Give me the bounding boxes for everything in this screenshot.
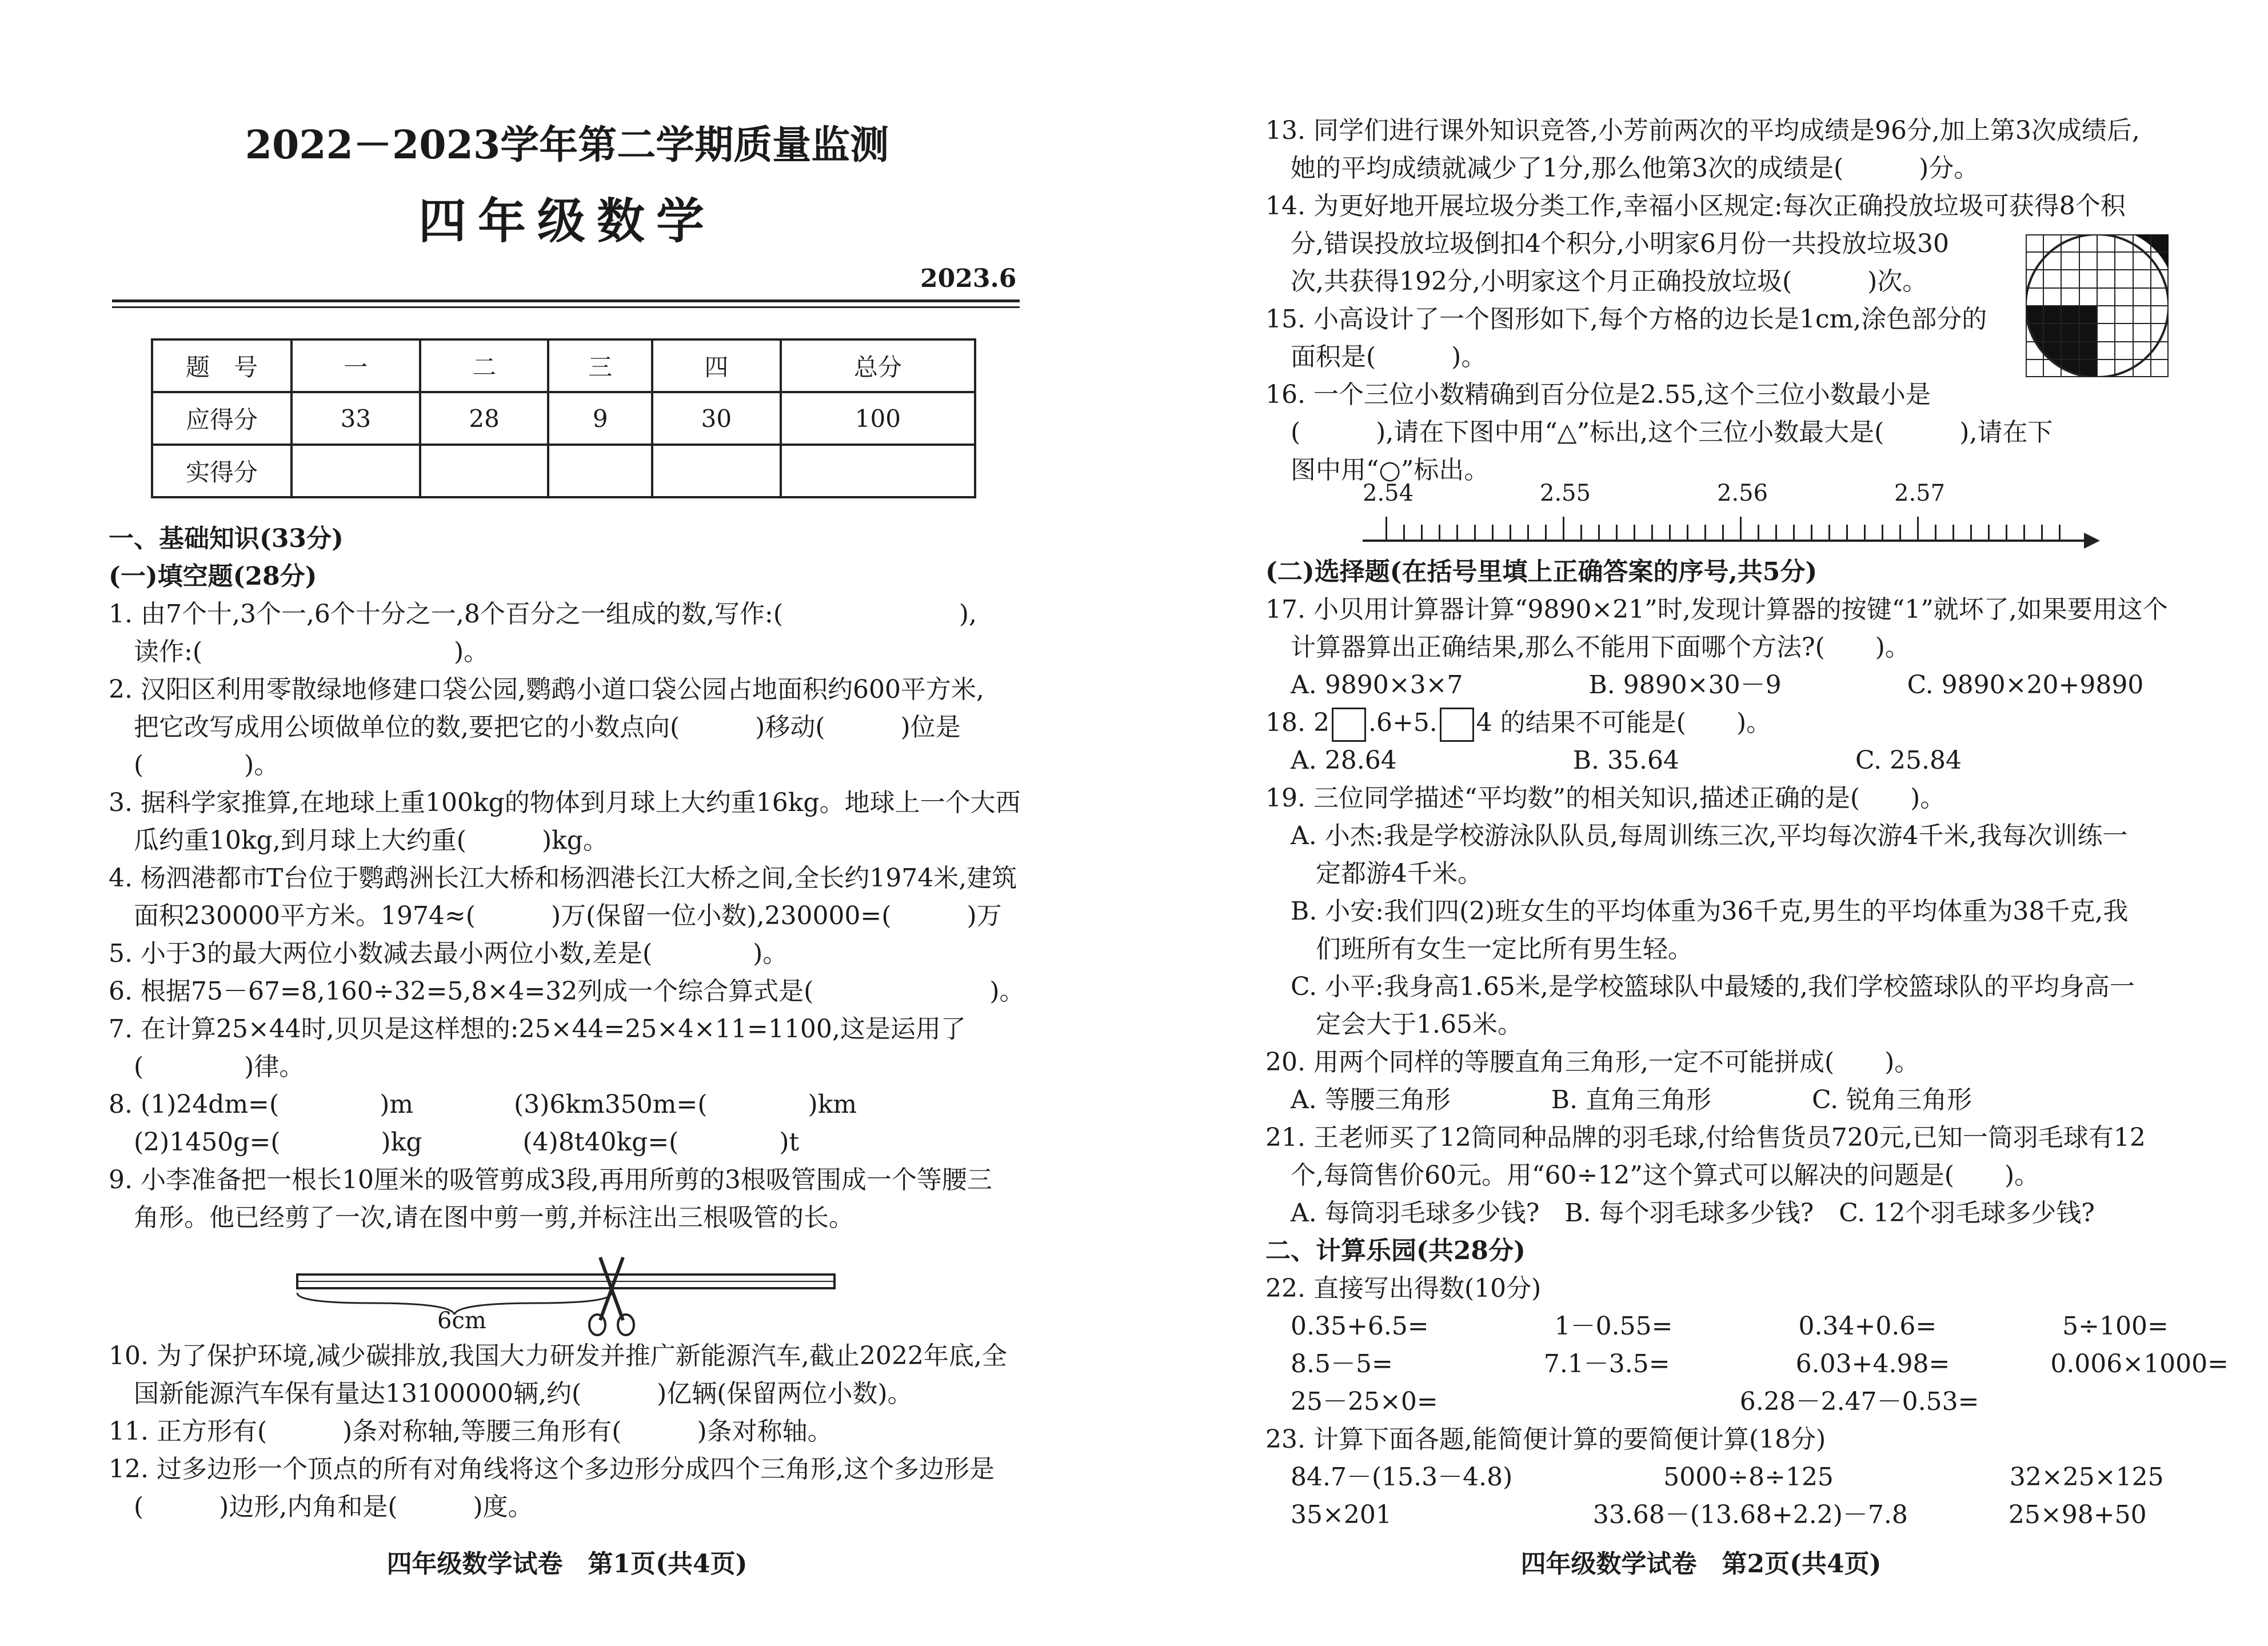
table-cell: 四 xyxy=(652,339,781,392)
subsection-heading: (一)填空题(28分) xyxy=(109,562,317,591)
question-line: 读作:( )。 xyxy=(109,637,489,666)
score-table-header-row xyxy=(152,339,975,392)
table-cell: 应得分 xyxy=(152,392,292,445)
number-line-tick xyxy=(1492,525,1494,541)
number-line-tick xyxy=(1793,525,1795,541)
table-cell xyxy=(292,445,420,497)
question-line: 4. 杨泗港都市T台位于鹦鹉洲长江大桥和杨泗港长江大桥之间,全长约1974米,建筑 xyxy=(109,864,1017,893)
number-line-tick xyxy=(1385,517,1387,541)
question-line: 计算器算出正确结果,那么不能用下面哪个方法?( )。 xyxy=(1265,633,1910,662)
question-line: 16. 一个三位小数精确到百分位是2.55,这个三位小数最小是 xyxy=(1265,380,1931,409)
blank-box[interactable] xyxy=(1440,708,1474,742)
question-line: A. 每筒羽毛球多少钱? B. 每个羽毛球多少钱? C. 12个羽毛球多少钱? xyxy=(1265,1198,2095,1228)
question-line: 35×201 33.68－(13.68+2.2)－7.8 25×98+50 xyxy=(1265,1500,2147,1529)
table-row xyxy=(152,445,975,497)
number-line-tick xyxy=(1403,525,1405,541)
question-line: B. 小安:我们四(2)班女生的平均体重为36千克,男生的平均体重为38千克,我 xyxy=(1265,897,2129,926)
number-line-axis xyxy=(1363,540,2089,542)
question-line: ( )边形,内角和是( )度。 xyxy=(109,1492,533,1521)
question-line: A. 9890×3×7 B. 9890×30－9 C. 9890×20+9890 xyxy=(1265,670,2144,700)
question-lines-19-23 xyxy=(1265,780,2229,1534)
number-line-tick xyxy=(1669,525,1671,541)
number-line-tick xyxy=(1704,525,1706,541)
number-line-tick xyxy=(1846,525,1848,541)
question-line: 7. 在计算25×44时,贝贝是这样想的:25×44=25×4×11=1100,这是运用了 xyxy=(109,1014,966,1044)
number-line-tick xyxy=(1811,525,1812,541)
question-line: 分,错误投放垃圾倒扣4个积分,小明家6月份一共投放垃圾30 xyxy=(1265,229,1949,258)
table-cell: 三 xyxy=(548,339,652,392)
number-line-tick xyxy=(1616,525,1618,541)
question-line: 21. 王老师买了12筒同种品牌的羽毛球,付给售货员720元,已知一筒羽毛球有12 xyxy=(1265,1123,2146,1152)
q18-suffix: 4 的结果不可能是( )。 xyxy=(1476,708,1772,737)
question-line: A. 28.64 B. 35.64 C. 25.84 xyxy=(1265,746,1962,775)
question-line: (2)1450g=( )kg (4)8t40kg=( )t xyxy=(109,1128,800,1157)
question-lines-17 xyxy=(1265,553,2168,780)
question-line: 次,共获得192分,小明家这个月正确投放垃圾( )次。 xyxy=(1265,267,1928,296)
question-line: 她的平均成绩就减少了1分,那么他第3次的成绩是( )分。 xyxy=(1265,154,1979,183)
question-line: 个,每筒售价60元。用“60÷12”这个算式可以解决的问题是( )。 xyxy=(1265,1161,2040,1190)
number-line-tick xyxy=(2006,525,2007,541)
question-line: 2. 汉阳区利用零散绿地修建口袋公园,鹦鹉小道口袋公园占地面积约600平方米, xyxy=(109,675,984,704)
blank-box[interactable] xyxy=(1332,708,1366,742)
question-line: 12. 过多边形一个顶点的所有对角线将这个多边形分成四个三角形,这个多边形是 xyxy=(109,1455,995,1484)
table-cell: 33 xyxy=(292,392,420,445)
exam-page-2 xyxy=(1134,0,2268,1646)
number-line-tick xyxy=(1758,525,1759,541)
question-line: 5. 小于3的最大两位小数减去最小两位小数,差是( )。 xyxy=(109,939,788,968)
number-line-tick xyxy=(1651,525,1653,541)
question-line: 15. 小高设计了一个图形如下,每个方格的边长是1cm,涂色部分的 xyxy=(1265,305,1987,334)
question-line: 19. 三位同学描述“平均数”的相关知识,描述正确的是( )。 xyxy=(1265,784,1946,813)
question-line: 面积230000平方米。1974≈( )万(保留一位小数),230000=( )万 xyxy=(109,901,1002,930)
table-cell: 二 xyxy=(420,339,549,392)
number-line-tick xyxy=(1864,525,1866,541)
question-line: 们班所有女生一定比所有男生轻。 xyxy=(1265,934,1693,964)
question-line: ( )律。 xyxy=(109,1052,305,1081)
grid-figure xyxy=(2026,234,2169,377)
question-line: 8. (1)24dm=( )m (3)6km350m=( )km xyxy=(109,1090,857,1119)
number-line-tick xyxy=(1598,525,1600,541)
table-cell: 一 xyxy=(292,339,420,392)
question-line: 0.35+6.5= 1－0.55= 0.34+0.6= 5÷100= xyxy=(1265,1312,2169,1341)
number-line-tick xyxy=(1456,525,1458,541)
question-line: 10. 为了保护环境,减少碳排放,我国大力研发并推广新能源汽车,截止2022年底,全 xyxy=(109,1341,1007,1371)
question-line: 图中用“○”标出。 xyxy=(1265,456,1490,485)
table-cell: 实得分 xyxy=(152,445,292,497)
number-line-tick xyxy=(1722,525,1724,541)
number-line-tick xyxy=(2041,525,2043,541)
number-line xyxy=(1363,480,2106,549)
number-line-tick xyxy=(1545,525,1547,541)
page-footer: 四年级数学试卷 第2页(共4页) xyxy=(1520,1549,1882,1579)
number-line-tick xyxy=(1952,525,1954,541)
question-line: 22. 直接写出得数(10分) xyxy=(1265,1274,1542,1303)
number-line-tick xyxy=(1510,525,1511,541)
section-heading: 一、基础知识(33分) xyxy=(109,524,344,553)
scissors-icon xyxy=(589,1257,634,1335)
number-line-tick xyxy=(1439,525,1440,541)
section-heading: 二、计算乐园(共28分) xyxy=(1265,1236,1526,1265)
exam-date: 2023.6 xyxy=(920,264,1017,293)
header-rule xyxy=(112,299,1020,302)
question-line: 3. 据科学家推算,在地球上重100kg的物体到月球上大约重16kg。地球上一个大西 xyxy=(109,788,1021,817)
question-lines-13-16 xyxy=(1265,112,2140,489)
question-line: 国新能源汽车保有量达13100000辆,约( )亿辆(保留两位小数)。 xyxy=(109,1379,913,1408)
number-line-tick xyxy=(1474,525,1476,541)
question-line: C. 小平:我身高1.65米,是学校篮球队中最矮的,我们学校篮球队的平均身高一 xyxy=(1265,972,2135,1001)
question-line: 9. 小李准备把一根长10厘米的吸管剪成3段,再用所剪的3根吸管围成一个等腰三 xyxy=(109,1165,992,1194)
question-line-18 xyxy=(1265,704,2168,742)
number-line-tick xyxy=(1917,517,1919,541)
q18-mid: .6+5. xyxy=(1368,708,1438,737)
number-line-tick xyxy=(1527,525,1529,541)
straw-length-label: 6cm xyxy=(437,1308,486,1334)
subsection-heading: (二)选择题(在括号里填上正确答案的序号,共5分) xyxy=(1265,557,1818,586)
question-line: 定都游4千米。 xyxy=(1265,859,1483,888)
question-line: A. 小杰:我是学校游泳队队员,每周训练三次,平均每次游4千米,我每次训练一 xyxy=(1265,821,2128,850)
number-line-label: 2.55 xyxy=(1540,480,1591,506)
table-cell xyxy=(548,445,652,497)
question-line: 20. 用两个同样的等腰直角三角形,一定不可能拼成( )。 xyxy=(1265,1048,1920,1077)
number-line-tick xyxy=(2023,525,2025,541)
question-line: 13. 同学们进行课外知识竞答,小芳前两次的平均成绩是96分,加上第3次成绩后, xyxy=(1265,116,2140,145)
table-cell xyxy=(420,445,549,497)
question-line: 把它改写成用公顷做单位的数,要把它的小数点向( )移动( )位是 xyxy=(109,713,961,742)
table-cell: 9 xyxy=(548,392,652,445)
number-line-tick xyxy=(1899,525,1901,541)
number-line-tick xyxy=(1988,525,1990,541)
table-cell: 总分 xyxy=(781,339,975,392)
score-table xyxy=(151,338,976,498)
arrow-right-icon xyxy=(2084,533,2100,549)
header-rule-thin xyxy=(112,306,1020,308)
question-line: 角形。他已经剪了一次,请在图中剪一剪,并标注出三根吸管的长。 xyxy=(109,1203,854,1232)
number-line-tick xyxy=(2059,525,2061,541)
number-line-tick xyxy=(1740,517,1742,541)
question-line: 23. 计算下面各题,能简便计算的要简便计算(18分) xyxy=(1265,1425,1826,1454)
number-line-tick xyxy=(1687,525,1688,541)
number-line-label: 2.54 xyxy=(1363,480,1414,506)
table-row xyxy=(152,392,975,445)
question-lines-1-9 xyxy=(109,596,1025,1237)
number-line-label: 2.57 xyxy=(1894,480,1946,506)
number-line-tick xyxy=(1970,525,1972,541)
question-line: 1. 由7个十,3个一,6个十分之一,8个百分之一组成的数,写作:( ), xyxy=(109,600,977,629)
number-line-tick xyxy=(1935,525,1936,541)
straw-figure xyxy=(286,1252,857,1337)
exam-subject: 四年级数学 xyxy=(418,193,716,249)
table-cell xyxy=(652,445,781,497)
exam-title: 2022－2023学年第二学期质量监测 xyxy=(245,122,889,168)
number-line-tick xyxy=(1634,525,1635,541)
question-line: 84.7－(15.3－4.8) 5000÷8÷125 32×25×125 xyxy=(1265,1463,2164,1492)
question-line: 14. 为更好地开展垃圾分类工作,幸福小区规定:每次正确投放垃圾可获得8个积 xyxy=(1265,191,2126,221)
table-cell: 28 xyxy=(420,392,549,445)
table-cell: 题 号 xyxy=(152,339,292,392)
page-footer: 四年级数学试卷 第1页(共4页) xyxy=(386,1549,748,1579)
number-line-tick xyxy=(1580,525,1582,541)
number-line-tick xyxy=(1828,525,1830,541)
number-line-tick xyxy=(1563,517,1564,541)
table-cell: 100 xyxy=(781,392,975,445)
number-line-tick xyxy=(1882,525,1883,541)
question-line: A. 等腰三角形 B. 直角三角形 C. 锐角三角形 xyxy=(1265,1085,1972,1114)
question-line: ( )。 xyxy=(109,750,279,780)
question-line: 17. 小贝用计算器计算“9890×21”时,发现计算器的按键“1”就坏了,如果要用这个 xyxy=(1265,595,2168,624)
q18-prefix: 18. 2 xyxy=(1265,708,1329,737)
number-line-tick xyxy=(1775,525,1777,541)
number-line-tick xyxy=(1421,525,1423,541)
number-line-label: 2.56 xyxy=(1717,480,1768,506)
question-line: 定会大于1.65米。 xyxy=(1265,1010,1523,1039)
question-line: ( ),请在下图中用“△”标出,这个三位小数最大是( ),请在下 xyxy=(1265,418,2053,447)
table-cell xyxy=(781,445,975,497)
question-line: 11. 正方形有( )条对称轴,等腰三角形有( )条对称轴。 xyxy=(109,1417,833,1446)
question-line: 6. 根据75－67=8,160÷32=5,8×4=32列成一个综合算式是( )。 xyxy=(109,977,1025,1006)
question-line: 25－25×0= 6.28－2.47－0.53= xyxy=(1265,1387,1979,1416)
question-lines-10-12 xyxy=(109,1337,1007,1526)
question-line: 瓜约重10kg,到月球上大约重( )kg。 xyxy=(109,826,608,855)
question-line: 面积是( )。 xyxy=(1265,342,1487,371)
question-line: 8.5－5= 7.1－3.5= 6.03+4.98= 0.006×1000= xyxy=(1265,1349,2229,1379)
table-cell: 30 xyxy=(652,392,781,445)
